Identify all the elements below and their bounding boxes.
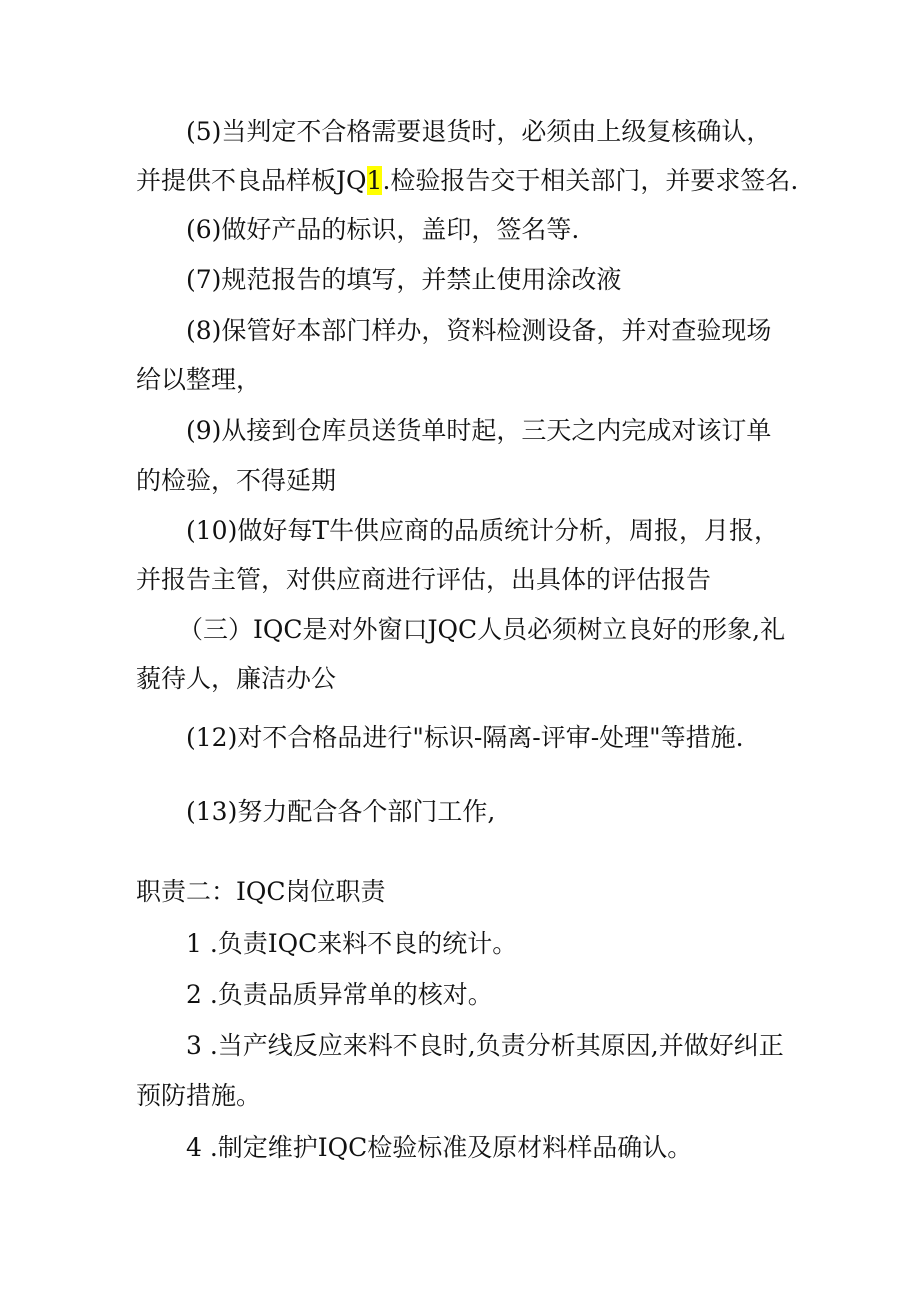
duty-2: 2 .负责品质异常单的核对。 <box>186 980 493 1009</box>
item-11-line-2: 藐待人，廉洁办公 <box>136 664 337 693</box>
item-10-line-1: (10)做好每T牛供应商的品质统计分析，周报，月报， <box>186 516 779 545</box>
item-7: (7)规范报告的填写，并禁止使用涂改液 <box>186 265 622 294</box>
item-5-line-1: (5)当判定不合格需要退货时，必须由上级复核确认， <box>186 117 772 146</box>
item-5-line-2-text: 并提供不良品样板JQ <box>136 166 367 195</box>
duty-3-line-1: 3 .当产线反应来料不良时,负责分析其原因,并做好纠正 <box>186 1031 784 1060</box>
item-9-line-2: 的检验，不得延期 <box>136 466 337 495</box>
section-title: 职责二：IQC岗位职责 <box>136 877 386 906</box>
item-8-line-1: (8)保管好本部门样办，资料检测设备，并对查验现场 <box>186 316 772 345</box>
item-6: (6)做好产品的标识，盖印，签名等. <box>186 215 580 244</box>
duty-1: 1 .负责IQC来料不良的统计。 <box>186 929 518 958</box>
item-8-line-2: 给以整理， <box>136 365 262 394</box>
item-11-line-1: （三）IQC是对外窗口JQC人员必须树立良好的形象,礼 <box>178 615 786 644</box>
highlighted-mark: 1 <box>366 166 383 195</box>
item-10-line-2: 并报告主管，对供应商进行评估，出具体的评估报告 <box>136 565 712 594</box>
item-9-line-1: (9)从接到仓库员送货单时起，三天之内完成对该订单 <box>186 416 772 445</box>
item-13: (13)努力配合各个部门工作, <box>186 797 496 826</box>
item-12: (12)对不合格品进行"标识-隔离-评审-处理"等措施. <box>186 723 744 752</box>
duty-3-line-2: 预防措施。 <box>136 1081 262 1110</box>
item-5-line-2 <box>136 165 798 197</box>
duty-4: 4 .制定维护IQC检验标准及原材料样品确认。 <box>186 1133 693 1162</box>
item-5-line-2-rest: .检验报告交于相关部门，并要求签名. <box>382 166 799 195</box>
